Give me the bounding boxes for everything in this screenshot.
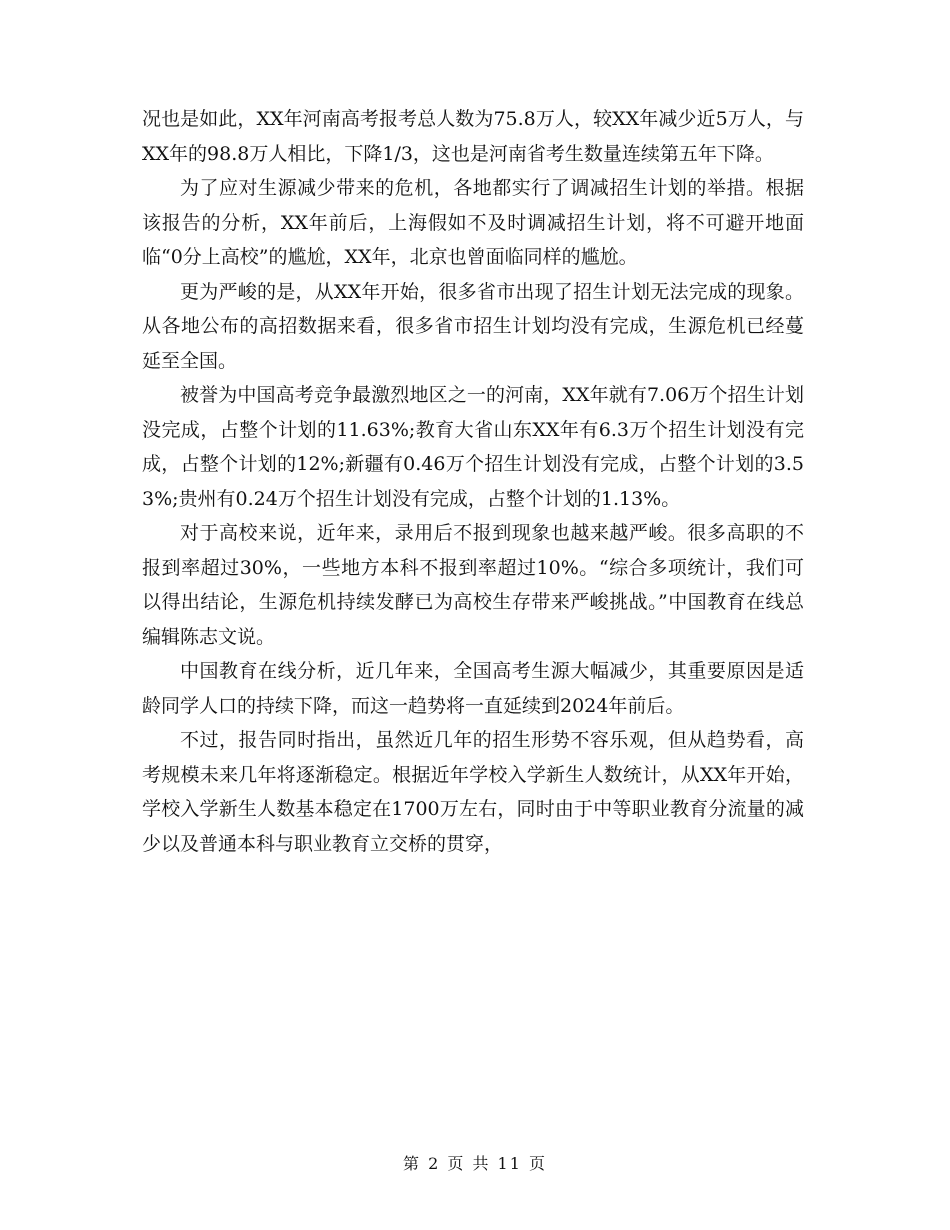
paragraph-2: 为了应对生源减少带来的危机，各地都实行了调减招生计划的举措。根据该报告的分析，XX年前后，上海假如不及时调减招生计划，将不可避开地面临“0分上高校”的尴尬，XX年，北京也曾面临同样的尴尬。 <box>142 177 804 268</box>
page-number-footer: 第 2 页 共 11 页 <box>403 1154 547 1173</box>
paragraph-7: 不过，报告同时指出，虽然近几年的招生形势不容乐观，但从趋势看，高考规模未来几年将逐渐稳定。根据近年学校入学新生人数统计，从XX年开始，学校入学新生人数基本稳定在1700万左右，同时由于中等职业教育分流量的减少以及普通本科与职业教育立交桥的贯穿， <box>142 729 804 855</box>
paragraph-3: 更为严峻的是，从XX年开始，很多省市出现了招生计划无法完成的现象。从各地公布的高招数据来看，很多省市招生计划均没有完成，生源危机已经蔓延至全国。 <box>142 280 804 372</box>
paragraph-6: 中国教育在线分析，近几年来，全国高考生源大幅减少，其重要原因是适龄同学人口的持续下降，而这一趋势将一直延续到2024年前后。 <box>142 660 804 717</box>
paragraph-1: 况也是如此，XX年河南高考报考总人数为75.8万人，较XX年减少近5万人，与XX年的98.8万人相比，下降1/3，这也是河南省考生数量连续第五年下降。 <box>142 108 804 165</box>
paragraph-5: 对于高校来说，近年来，录用后不报到现象也越来越严峻。很多高职的不报到率超过30%，一些地方本科不报到率超过10%。“综合多项统计，我们可以得出结论，生源危机持续发酵已为高校生存带来严峻挑战。”中国教育在线总编辑陈志文说。 <box>142 522 804 648</box>
paragraph-4: 被誉为中国高考竞争最激烈地区之一的河南，XX年就有7.06万个招生计划没完成，占整个计划的11.63%;教育大省山东XX年有6.3万个招生计划没有完成，占整个计划的12%;新疆有0.46万个招生计划没有完成，占整个计划的3.53%;贵州有0.24万个招生计划没有完成，占整个计划的1.13%。 <box>142 384 804 510</box>
document-body <box>142 102 804 861</box>
